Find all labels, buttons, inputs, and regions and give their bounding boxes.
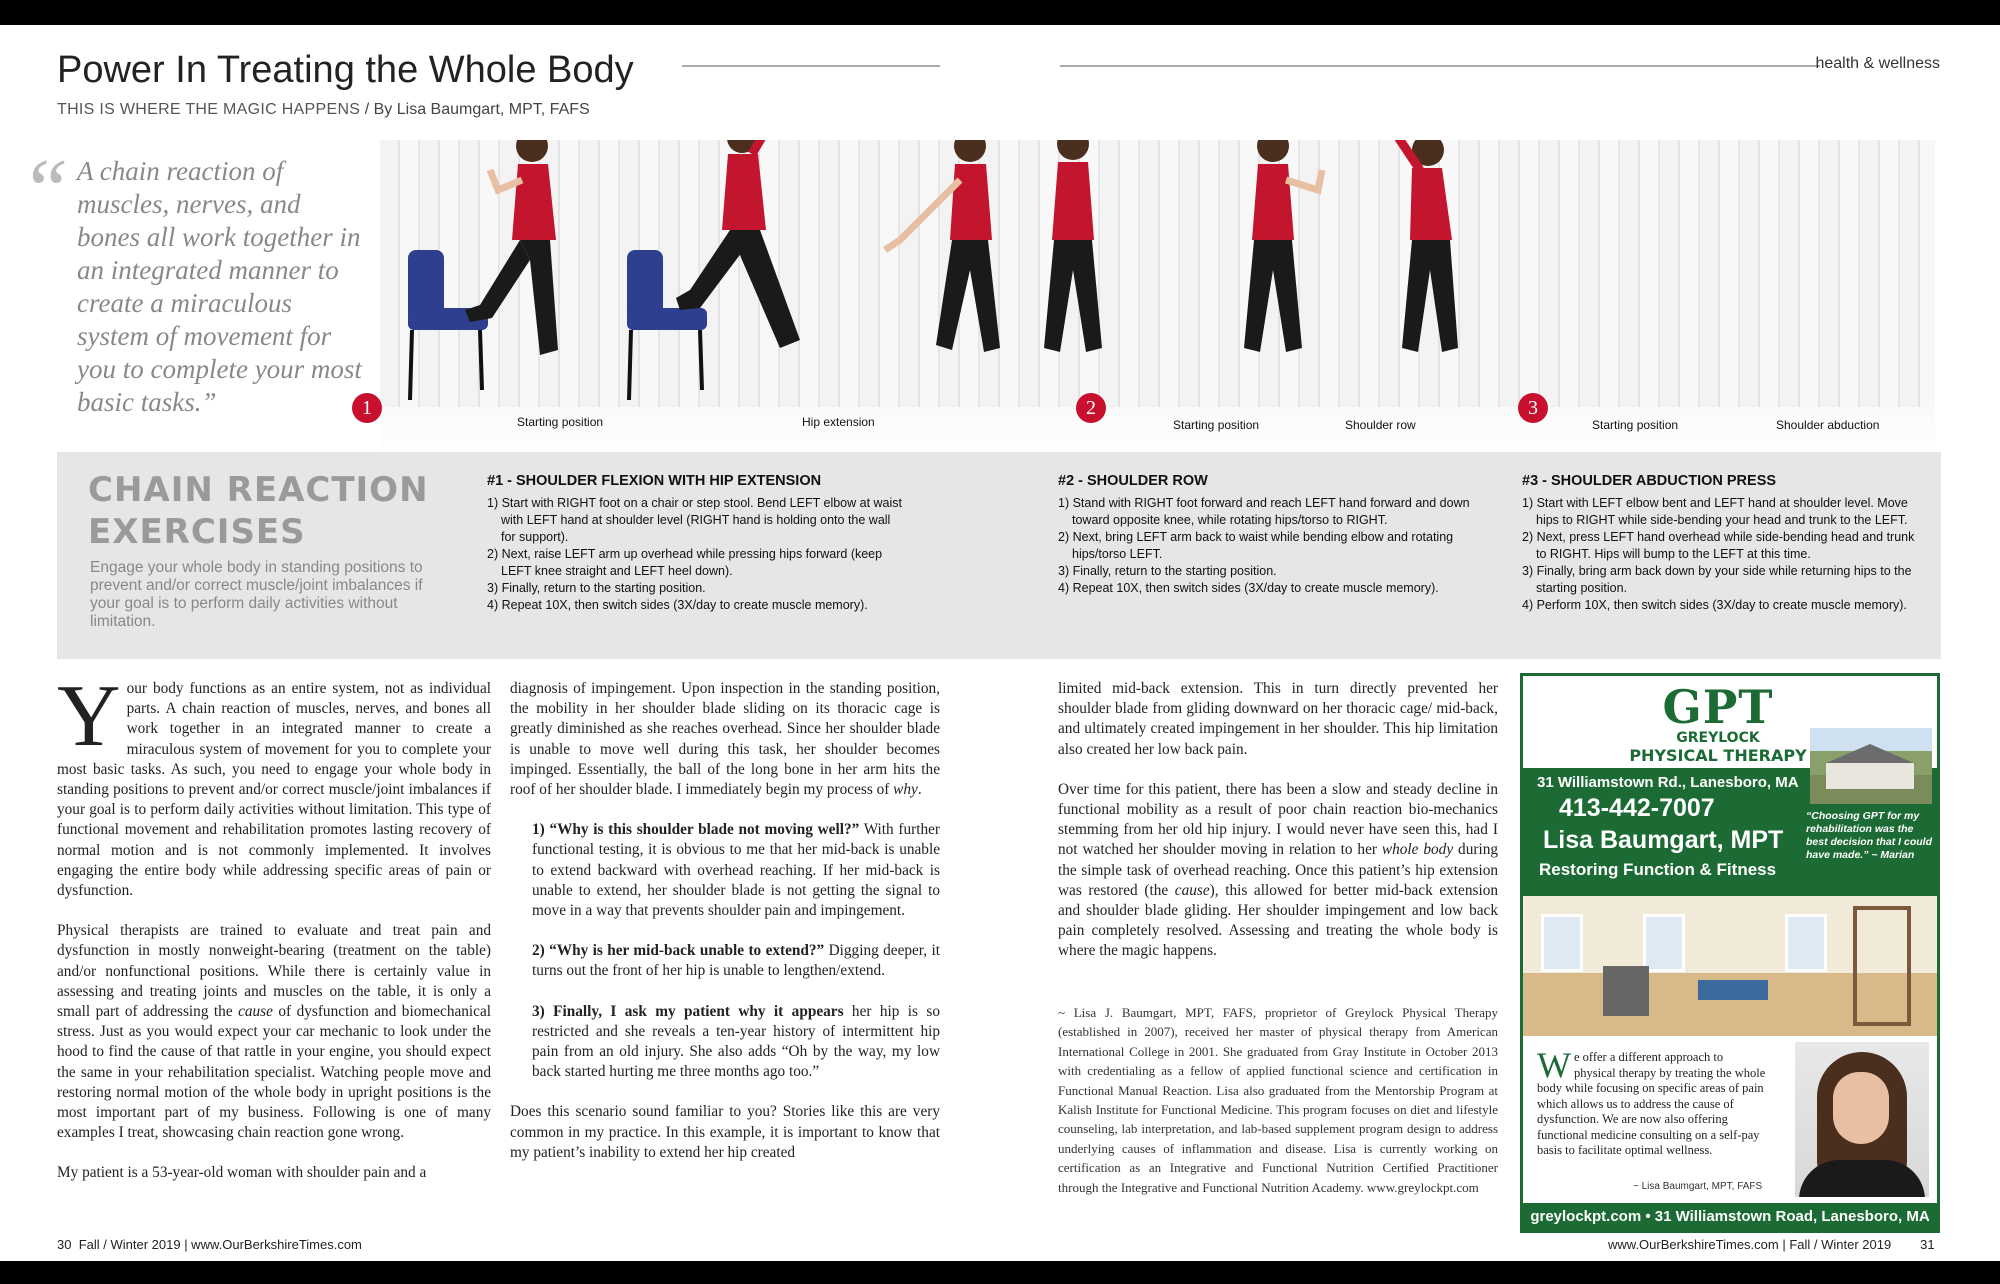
pull-quote — [20, 142, 370, 419]
chair-1 — [408, 250, 488, 400]
figure-abduction-start — [1244, 140, 1322, 352]
chain-reaction-intro: Engage your whole body in standing positions to prevent and/or correct muscle/joint imbalances if your goal is to perform daily activities without limitation. — [90, 559, 423, 630]
figure-shoulder-row-start — [885, 140, 1000, 352]
exercise-1-step: 2) Next, raise LEFT arm up overhead while pressing hips forward (keep LEFT knee straight and LEFT heel down). — [487, 547, 883, 578]
ad-name: Lisa Baumgart, MPT — [1543, 826, 1784, 854]
exercise-3-step: 4) Perform 10X, then switch sides (3X/day to create muscle memory). — [1522, 598, 1907, 612]
exercise-1-heading: #1 - SHOULDER FLEXION WITH HIP EXTENSION — [487, 473, 822, 489]
exercise-2-step: 2) Next, bring LEFT arm back to waist while bending elbow and rotating hips/torso LEFT. — [1058, 530, 1454, 561]
caption-starting-position-1: Starting position — [517, 415, 604, 429]
title-rule — [682, 65, 940, 67]
figure-shoulder-abduction — [1350, 140, 1458, 352]
exercise-2 — [1058, 473, 1478, 597]
caption-starting-position-3: Starting position — [1592, 418, 1679, 432]
right-header-rule — [1060, 65, 1820, 67]
chain-reaction-title: CHAIN REACTION EXERCISES — [88, 470, 429, 552]
ad-phone[interactable]: 413-442-7007 — [1559, 794, 1715, 822]
footer-left-link[interactable]: Fall / Winter 2019 | www.OurBerkshireTimes.com — [78, 1237, 362, 1252]
author-portrait — [1795, 1042, 1929, 1197]
ad-tagline: Restoring Function & Fitness — [1539, 860, 1777, 879]
kicker: THIS IS WHERE THE MAGIC HAPPENS — [57, 101, 361, 118]
testimonial: “Choosing GPT for my rehabilitation was the best decision that I could have made.” ~ Marian — [1806, 810, 1933, 861]
exercise-3-step: 2) Next, press LEFT hand overhead while side-bending head and trunk to RIGHT. Hips will bump to the LEFT at this time. — [1522, 530, 1915, 561]
caption-shoulder-row: Shoulder row — [1345, 418, 1416, 432]
caption-hip-extension: Hip extension — [802, 415, 875, 429]
exercise-1 — [487, 473, 907, 614]
exercise-3-step: 1) Start with LEFT elbow bent and LEFT hand at shoulder level. Move hips to RIGHT while side-bending your head and trunk to the LEFT. — [1522, 496, 1908, 527]
exercise-3 — [1522, 473, 1927, 614]
page-number-right: 31 — [1920, 1237, 1935, 1252]
question-1: 1) “Why is this shoulder blade not moving well?” With further functional testing, it is obvious to me that her mid-back is unable to extend backward with overhead reaching. If her mid-back is unable to extend, her shoulder blade is not getting the signal to move in a way that prevents shoulder pain and impingement. — [532, 821, 941, 920]
figure-shoulder-row — [1044, 140, 1102, 352]
exercise-1-step: 1) Start with RIGHT foot on a chair or step stool. Bend LEFT elbow at waist with LEFT hand at shoulder level (RIGHT hand is holding onto the wall for support). — [487, 496, 903, 544]
footer-right — [1608, 1237, 1935, 1252]
greylock-ad[interactable] — [1520, 673, 1940, 1233]
page-number-left: 30 — [57, 1237, 72, 1252]
article-column-1: Your body functions as an entire system, not as individual parts. A chain reaction of muscles, nerves, and bones all work together in an integrated manner to create a miraculous system of movement for you to complete your most basic tasks. As such, you need to engage your whole body in standing positions to prevent and/or correct muscle/joint imbalances if your goal is to perform daily activities without limitation. This type of functional movement and rehabilitation promotes lasting recovery of normal motion and is not commonly implemented. It involves engaging the entire body while addressing specific areas of pain or dysfunction. Physical therapists are trained to evaluate and treat pain and dysfunction in mostly nonweight-bearing (treatment on the table) and/or nonfunctional positions. While there is certainly value in assessing and treating joints and muscles on the table, it is only a small part of addressing the cause of dysfunction and biomechanical stress. Just as you would expect your car mechanic to look under the hood to find the cause of that rattle in your engine, you should expect the same in your rehabilitation specialist. Watching people move and restoring normal motion of the whole body in upright positions is the most important part of my business. Following is one of many examples I treat, showcasing chain reaction gone wrong. My patient is a 53-year-old woman with shoulder pain and a — [57, 668, 491, 1182]
exercise-photo-strip — [380, 140, 1935, 465]
quote-mark: “ — [20, 142, 69, 239]
section-tag: health & wellness — [1815, 55, 1940, 72]
exercise-3-heading: #3 - SHOULDER ABDUCTION PRESS — [1522, 473, 1777, 489]
article-subtitle — [57, 101, 590, 119]
footer-left — [57, 1237, 362, 1252]
author-bio: ~ Lisa J. Baumgart, MPT, FAFS, proprietor of Greylock Physical Therapy (established in 2007), received her master of physical therapy from American International College in 2001. She graduated from Gray Institute in October 2013 with credentialing as a fellow of applied functional science and certification in Functional Manual Reaction. Lisa also graduated from the Mentorship Program at Kalish Institute for Functional Medicine. This program focuses on diet and lifestyle counseling, lab interpretation, and lab-based supplement program design to address underlying causes of inflammation and disease. Lisa is currently working on certification as an Integrative and Functional Nutrition Certified Practitioner through the Integrative and Functional Nutrition Academy. www.greylockpt.com — [1058, 1005, 1498, 1195]
exercise-figures — [380, 140, 1935, 465]
caption-shoulder-abduction: Shoulder abduction — [1776, 418, 1880, 432]
clinic-interior-photo — [1523, 896, 1937, 1036]
article-column-2: diagnosis of impingement. Upon inspection in the standing position, the mobility in her shoulder blade sliding on its thoracic cage is greatly diminished as she reaches overhead. Since her shoulder blade is unable to move well during this task, her shoulder becomes impinged. Essentially, the ball of the long bone in her arm hits the roof of her shoulder blade. I immediately begin my process of why. 1) “Why is this shoulder blade not moving well?” With further functional testing, it is obvious to me that her mid-back is unable to extend backward with overhead reaching. If her mid-back is unable to extend, her shoulder blade is not getting the signal to move in a way that prevents shoulder pain and impingement. 2) “Why is her mid-back unable to extend?” Digging deeper, it turns out the front of her hip is unable to lengthen/extend. 3) Finally, I ask my patient why it appears her hip is so restricted and she reveals a ten-year history of intermittent hip pain from an old injury. She also adds “Oh by the way, my low back started hurting me three months ago too.” Does this scenario sound familiar to you? Stories like this are very common in my practice. In this example, it is important to know that my patient’s inability to extend her hip created — [510, 680, 941, 1161]
step-badge-2: 2 — [1076, 393, 1106, 423]
ad-footer-link[interactable]: greylockpt.com • 31 Williamstown Road, Lanesboro, MA — [1530, 1208, 1930, 1225]
step-badge-3: 3 — [1518, 393, 1548, 423]
exercise-2-step: 1) Stand with RIGHT foot forward and reach LEFT hand forward and down toward opposite knee, while rotating hips/torso to RIGHT. — [1058, 496, 1470, 527]
article-title: Power In Treating the Whole Body — [57, 49, 634, 91]
ad-body-text: We offer a different approach to physical therapy by treating the whole body while focusing on specific areas of pain which allows us to address the cause of dysfunction. We are now also offering functional medicine consulting on a self-pay basis to facilitate optimal wellness. — [1537, 1045, 1766, 1157]
gpt-logo: GPT GREYLOCK PHYSICAL THERAPY — [1629, 680, 1807, 765]
caption-starting-position-2: Starting position — [1173, 418, 1260, 432]
pull-quote-text: A chain reaction of muscles, nerves, and bones all work together in an integrated manner to create a miraculous system of movement for you to complete your most basic tasks.” — [77, 156, 362, 417]
question-3: 3) Finally, I ask my patient why it appears her hip is so restricted and she reveals a ten-year history of intermittent hip pain from an old injury. She also adds “Oh by the way, my low back started hurting me three months ago too.” — [532, 1002, 940, 1081]
article-column-3: limited mid-back extension. This in turn directly prevented her shoulder blade from gliding downward on her thoracic cage/ mid-back, and ultimately created impingement in her shoulder. This hip limitation also created her low back pain. Over time for this patient, there has been a slow and steady decline in functional mobility as a result of poor chain reaction bio-mechanics stemming from her old hip injury. I would never have seen this, had I not watched her shoulder moving in relation to her whole body during the simple task of overhead reaching. Once this patient’s hip extension was restored (the cause), this allowed for better mid-back extension and shoulder blade gliding. Her shoulder impingement and low back pain completely resolved. Assessing and treating the whole body is where the magic happens. — [1058, 680, 1498, 960]
exercise-1-step: 3) Finally, return to the starting position. — [487, 581, 706, 595]
footer-right-link[interactable]: www.OurBerkshireTimes.com | Fall / Winter 2019 — [1608, 1237, 1892, 1252]
magazine-spread — [0, 25, 2000, 1261]
ad-signature: ~ Lisa Baumgart, MPT, FAFS — [1633, 1181, 1763, 1192]
drop-cap: Y — [57, 668, 121, 765]
chair-2 — [627, 250, 707, 400]
exercise-3-step: 3) Finally, bring arm back down by your side while returning hips to the starting position. — [1522, 564, 1912, 595]
question-2: 2) “Why is her mid-back unable to extend?” Digging deeper, it turns out the front of her hip is unable to lengthen/extend. — [532, 942, 940, 980]
exercise-2-step: 3) Finally, return to the starting position. — [1058, 564, 1277, 578]
exercise-1-step: 4) Repeat 10X, then switch sides (3X/day to create muscle memory). — [487, 598, 868, 612]
step-badge-1: 1 — [352, 393, 382, 423]
ad-address: 31 Williamstown Rd., Lanesboro, MA — [1537, 774, 1799, 791]
clinic-building-photo — [1810, 728, 1932, 804]
exercise-2-step: 4) Repeat 10X, then switch sides (3X/day to create muscle memory). — [1058, 581, 1439, 595]
byline: / By Lisa Baumgart, MPT, FAFS — [360, 101, 590, 118]
exercise-2-heading: #2 - SHOULDER ROW — [1058, 473, 1208, 489]
